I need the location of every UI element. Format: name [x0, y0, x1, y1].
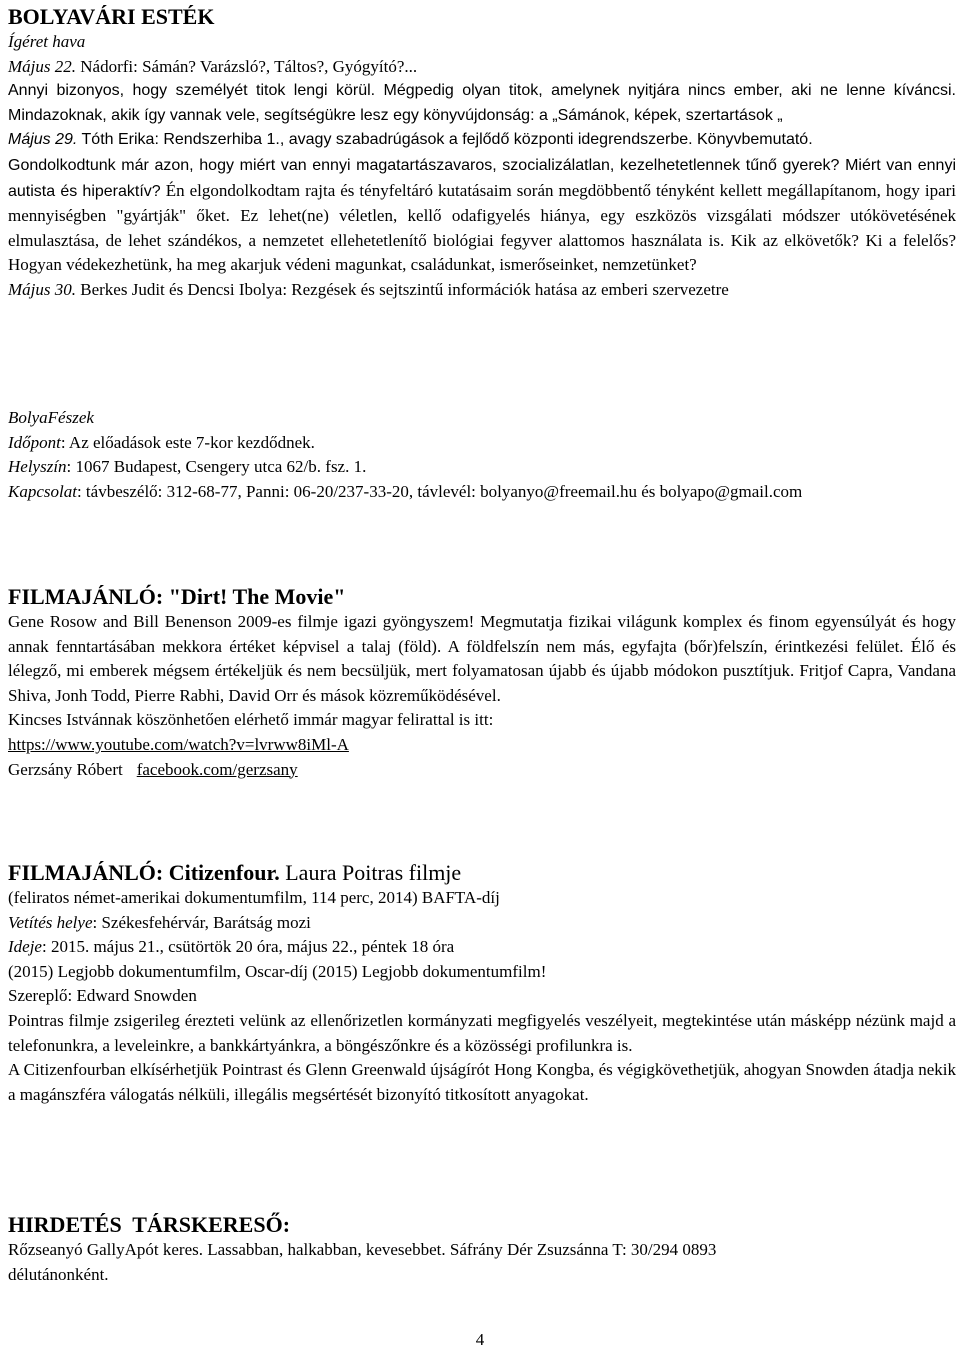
citizenfour-paragraph-1: Pointras filmje zsigerileg érezteti velünk az ellenőrizetlen kormányzati megfigyelés veszélyeit, megtekintése után másképp nézünk majd a telefonunkra, a leveleinkre, a bankkártyánkra, a böngészőnkre és a közösségi profilunkra is.	[8, 1010, 956, 1055]
citizenfour-when: Ideje: 2015. május 21., csütörtök 20 óra, május 22., péntek 18 óra	[8, 937, 455, 957]
section-title-ad: HIRDETÉS TÁRSKERESŐ:	[8, 1212, 291, 1237]
bolyafeszek-title: BolyaFészek	[8, 408, 94, 427]
ad-phone: T: 30/294 0893	[612, 1240, 717, 1259]
citizenfour-section	[8, 860, 956, 1107]
dirt-movie-section	[8, 584, 956, 782]
bolyafeszek-section	[8, 406, 956, 504]
citizenfour-paragraph-2: A Citizenfourban elkísérhetjük Pointrast és Glenn Greenwald újságírót Hong Kongba, és végigkövethetjük, ahogyan Snowden átadja nekik a magánszféra válogatás nélküli, illegális megsértését bizonyító titkosított anyagokat.	[8, 1060, 956, 1104]
author-name: Gerzsány Róbert	[8, 759, 123, 779]
youtube-link[interactable]: https://www.youtube.com/watch?v=lvrww8iMl-A	[8, 734, 349, 754]
ad-text: Rőzseanyó GallyApót keres. Lassabban, halkabban, kevesebbet. Sáfrány Dér Zsuzsánna T: 30/294 0893	[8, 1240, 717, 1259]
dirt-subtitle-note: Kincses Istvánnak köszönhetően elérhető immár magyar felirattal is itt:	[8, 710, 494, 730]
ad-text-2: délutánonként.	[8, 1264, 109, 1284]
bolyafeszek-place: Helyszín: 1067 Budapest, Csengery utca 62/b. fsz. 1.	[8, 457, 367, 477]
author-line	[8, 758, 956, 783]
event-may-29: Május 29. Tóth Erika: Rendszerhiba 1., avagy szabadrúgások a fejlődő központi idegrendszerbe. Könyvbemutató.	[8, 131, 813, 149]
page-number: 4	[475, 1330, 485, 1349]
citizenfour-info: (feliratos német-amerikai dokumentumfilm, 114 perc, 2014) BAFTA-díj	[8, 888, 500, 907]
citizenfour-cast: Szereplő: Edward Snowden	[8, 986, 197, 1006]
section-title-bolyavari: BOLYAVÁRI ESTÉK	[8, 4, 215, 29]
bolyavari-section	[8, 4, 956, 303]
citizenfour-venue: Vetítés helye: Székesfehérvár, Barátság mozi	[8, 912, 311, 932]
ad-section	[8, 1212, 956, 1287]
bolyafeszek-contact: Kapcsolat: távbeszélő: 312-68-77, Panni: 06-20/237-33-20, távlevél: bolyanyo@freemail.hu és bolyapo@gmail.com	[8, 481, 803, 501]
youtube-link-line	[8, 733, 956, 758]
bolyafeszek-time: Időpont: Az előadások este 7-kor kezdődnek.	[8, 432, 315, 452]
dirt-description: Gene Rosow and Bill Benenson 2009-es filmje igazi gyöngyszem! Megmutatja fizikai világunk komplex és finom egyensúlyát és hogy annak fenntartásában mekkora értéket képvisel a talaj (föld). A földfelszín nem más, egyfajta (bőr)felszín, érintkezési felület. Élő és lélegző, mi emberek mégsem értékeljük és nem becsüljük, mert folyamatosan újabb és újabb módokon pusztítjuk. Fritjof Capra, Vandana Shiva, Jonh Todd, Pierre Rabhi, David Orr és mások közreműködésével.	[8, 612, 956, 705]
section-subtitle: Ígéret hava	[8, 32, 86, 51]
facebook-link[interactable]: facebook.com/gerzsany	[136, 759, 298, 779]
event-may-22-description: Annyi bizonyos, hogy személyét titok lengi körül. Mégpedig olyan titok, amelynek nyitjára nincs ember, aki ne lenne kíváncsi. Mindazoknak, akik így vannak vele, segítségükre lesz egy könyvújdonság: a „Sámánok, képek, szertartások „	[8, 82, 956, 124]
event-may-29-description: Gondolkodtunk már azon, hogy miért van ennyi magatartászavaros, szocializálatlan, kezelhetetlennek tűnő gyerek? Miért van ennyi autista és hiperaktív? Én elgondolkodtam rajta és tényfeltáró kutatásaim során megdöbbentő tényként kellett megállapítanom, hogy ipari mennyiségben "gyártják" őket. Ez lehet(ne) véletlen, kellő odafigyelés hiánya, egy eszközös vizsgálati módszer utókövetésének elmulasztása, de lehet szándékos, a nemzetet ellehetetlenítő biológiai fegyver alattomos használata is. Kik az elkövetők? Ki a felelős? Hogyan védekezhetünk, ha meg akarjuk védeni magunkat, családunkat, ismerőseinket, nemzetünket?	[8, 156, 956, 275]
citizenfour-awards: (2015) Legjobb dokumentumfilm, Oscar-díj (2015) Legjobb dokumentumfilm!	[8, 961, 547, 981]
event-may-30: Május 30. Berkes Judit és Dencsi Ibolya: Rezgések és sejtszintű információk hatása az emberi szervezetre	[8, 279, 729, 299]
event-may-22: Május 22. Nádorfi: Sámán? Varázsló?, Táltos?, Gyógyító?...	[8, 56, 418, 76]
section-title-dirt: FILMAJÁNLÓ: "Dirt! The Movie"	[8, 584, 346, 609]
section-title-citizenfour: FILMAJÁNLÓ: Citizenfour. Laura Poitras filmje	[8, 860, 462, 885]
